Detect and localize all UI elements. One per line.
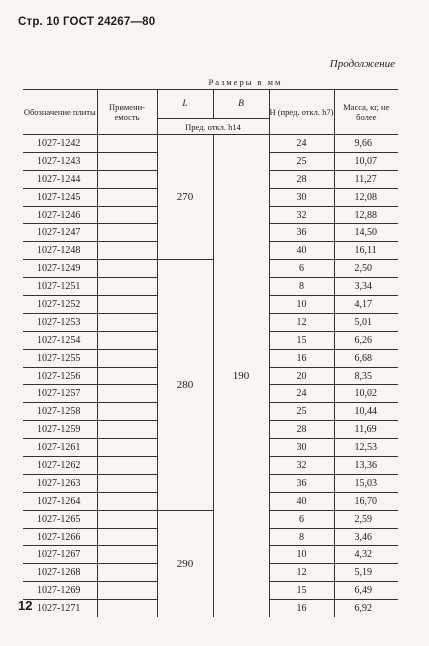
H-value-cell: 6 bbox=[269, 260, 334, 278]
designation-cell: 1027-1264 bbox=[23, 492, 97, 510]
mass-value-cell: 11,69 bbox=[334, 421, 398, 439]
H-value-cell: 16 bbox=[269, 600, 334, 617]
mass-value-cell: 6,26 bbox=[334, 331, 398, 349]
mass-value-cell: 15,03 bbox=[334, 474, 398, 492]
application-cell bbox=[97, 135, 157, 153]
mass-value-cell: 11,27 bbox=[334, 170, 398, 188]
mass-value-cell: 2,50 bbox=[334, 260, 398, 278]
application-cell bbox=[97, 385, 157, 403]
H-value-cell: 8 bbox=[269, 278, 334, 296]
designation-cell: 1027-1243 bbox=[23, 152, 97, 170]
mass-value-cell: 3,34 bbox=[334, 278, 398, 296]
H-value-cell: 28 bbox=[269, 170, 334, 188]
B-value-cell: 190 bbox=[213, 135, 269, 618]
dimensions-table bbox=[23, 77, 398, 617]
col-L: L bbox=[157, 90, 213, 119]
designation-cell: 1027-1258 bbox=[23, 403, 97, 421]
designation-cell: 1027-1261 bbox=[23, 439, 97, 457]
page-header: Стр. 10 ГОСТ 24267—80 bbox=[18, 16, 156, 28]
H-value-cell: 24 bbox=[269, 385, 334, 403]
col-application: Примени- емость bbox=[97, 90, 157, 135]
designation-cell: 1027-1251 bbox=[23, 278, 97, 296]
designation-cell: 1027-1267 bbox=[23, 546, 97, 564]
application-cell bbox=[97, 582, 157, 600]
table-title: Размеры в мм bbox=[157, 77, 334, 90]
designation-cell: 1027-1266 bbox=[23, 528, 97, 546]
application-cell bbox=[97, 564, 157, 582]
mass-value-cell: 6,49 bbox=[334, 582, 398, 600]
H-value-cell: 30 bbox=[269, 188, 334, 206]
designation-cell: 1027-1253 bbox=[23, 313, 97, 331]
application-cell bbox=[97, 188, 157, 206]
application-cell bbox=[97, 474, 157, 492]
designation-cell: 1027-1248 bbox=[23, 242, 97, 260]
H-value-cell: 25 bbox=[269, 152, 334, 170]
application-cell bbox=[97, 242, 157, 260]
designation-cell: 1027-1242 bbox=[23, 135, 97, 153]
L-value-cell: 280 bbox=[157, 260, 213, 510]
designation-cell: 1027-1255 bbox=[23, 349, 97, 367]
mass-value-cell: 10,07 bbox=[334, 152, 398, 170]
designation-cell: 1027-1249 bbox=[23, 260, 97, 278]
application-cell bbox=[97, 224, 157, 242]
mass-value-cell: 5,19 bbox=[334, 564, 398, 582]
mass-value-cell: 8,35 bbox=[334, 367, 398, 385]
H-value-cell: 15 bbox=[269, 331, 334, 349]
mass-value-cell: 3,46 bbox=[334, 528, 398, 546]
application-cell bbox=[97, 546, 157, 564]
application-cell bbox=[97, 600, 157, 617]
mass-value-cell: 6,92 bbox=[354, 603, 372, 615]
H-value-cell: 6 bbox=[269, 510, 334, 528]
H-value-cell: 10 bbox=[269, 296, 334, 314]
application-cell bbox=[97, 170, 157, 188]
H-value-cell: 10 bbox=[269, 546, 334, 564]
mass-value-cell: 10,02 bbox=[334, 385, 398, 403]
col-mass: Масса, кг, не более bbox=[334, 90, 398, 135]
H-value-cell: 32 bbox=[269, 206, 334, 224]
H-value-cell: 32 bbox=[269, 457, 334, 475]
designation-cell: 1027-1247 bbox=[23, 224, 97, 242]
application-cell bbox=[97, 278, 157, 296]
designation-cell: 1027-1269 bbox=[23, 582, 97, 600]
H-value-cell: 36 bbox=[269, 224, 334, 242]
H-value-cell: 40 bbox=[269, 492, 334, 510]
mass-value-cell: 12,08 bbox=[334, 188, 398, 206]
application-cell bbox=[97, 510, 157, 528]
H-value-cell: 20 bbox=[269, 367, 334, 385]
H-value-cell: 12 bbox=[269, 564, 334, 582]
H-value-cell: 16 bbox=[269, 349, 334, 367]
col-tolerance: Пред. откл. h14 bbox=[157, 119, 269, 135]
designation-cell: 1027-1246 bbox=[23, 206, 97, 224]
col-H: H (пред. откл. h7) bbox=[269, 90, 334, 135]
application-cell bbox=[97, 206, 157, 224]
L-value-cell: 290 bbox=[157, 510, 213, 617]
application-cell bbox=[97, 349, 157, 367]
designation-cell: 1027-1256 bbox=[23, 367, 97, 385]
H-value-cell: 12 bbox=[269, 313, 334, 331]
application-cell bbox=[97, 331, 157, 349]
page-number: 12 bbox=[18, 598, 33, 613]
mass-value-cell: 10,44 bbox=[334, 403, 398, 421]
H-value-cell: 28 bbox=[269, 421, 334, 439]
designation-cell: 1027-1263 bbox=[23, 474, 97, 492]
designation-cell: 1027-1252 bbox=[23, 296, 97, 314]
mass-value-cell: 5,01 bbox=[334, 313, 398, 331]
table-row bbox=[23, 510, 398, 528]
designation-cell: 1027-1259 bbox=[23, 421, 97, 439]
application-cell bbox=[97, 439, 157, 457]
designation-cell: 1027-1244 bbox=[23, 170, 97, 188]
application-cell bbox=[97, 457, 157, 475]
application-cell bbox=[97, 296, 157, 314]
application-cell bbox=[97, 528, 157, 546]
mass-value-cell: 12,88 bbox=[334, 206, 398, 224]
mass-value-cell: 13,36 bbox=[334, 457, 398, 475]
table-row bbox=[23, 135, 398, 153]
designation-cell: 1027-1245 bbox=[23, 188, 97, 206]
mass-value-cell: 14,50 bbox=[334, 224, 398, 242]
mass-value-cell: 12,53 bbox=[334, 439, 398, 457]
continuation-label: Продолжение bbox=[329, 58, 395, 70]
H-value-cell: 30 bbox=[269, 439, 334, 457]
designation-cell: 1027-1268 bbox=[23, 564, 97, 582]
application-cell bbox=[97, 260, 157, 278]
mass-value-cell: 9,66 bbox=[334, 135, 398, 153]
mass-value-cell: 4,32 bbox=[334, 546, 398, 564]
application-cell bbox=[97, 313, 157, 331]
H-value-cell: 36 bbox=[269, 474, 334, 492]
H-value-cell: 25 bbox=[269, 403, 334, 421]
H-value-cell: 24 bbox=[269, 135, 334, 153]
mass-value-cell: 16,70 bbox=[334, 492, 398, 510]
application-cell bbox=[97, 152, 157, 170]
H-value-cell: 15 bbox=[269, 582, 334, 600]
mass-value-cell: 2,59 bbox=[334, 510, 398, 528]
designation-cell: 1027-1262 bbox=[23, 457, 97, 475]
designation-cell: 1027-1254 bbox=[23, 331, 97, 349]
application-cell bbox=[97, 492, 157, 510]
col-designation: Обозначение плиты bbox=[23, 90, 97, 135]
L-value-cell: 270 bbox=[157, 135, 213, 260]
mass-value-cell: 16,11 bbox=[334, 242, 398, 260]
designation-cell: 1027-1271 bbox=[23, 600, 97, 617]
H-value-cell: 8 bbox=[269, 528, 334, 546]
mass-value-cell: 4,17 bbox=[334, 296, 398, 314]
application-cell bbox=[97, 367, 157, 385]
col-B: B bbox=[213, 90, 269, 119]
designation-cell: 1027-1257 bbox=[23, 385, 97, 403]
H-value-cell: 40 bbox=[269, 242, 334, 260]
application-cell bbox=[97, 403, 157, 421]
mass-value-cell: 6,68 bbox=[334, 349, 398, 367]
table-row bbox=[23, 260, 398, 278]
designation-cell: 1027-1265 bbox=[23, 510, 97, 528]
application-cell bbox=[97, 421, 157, 439]
